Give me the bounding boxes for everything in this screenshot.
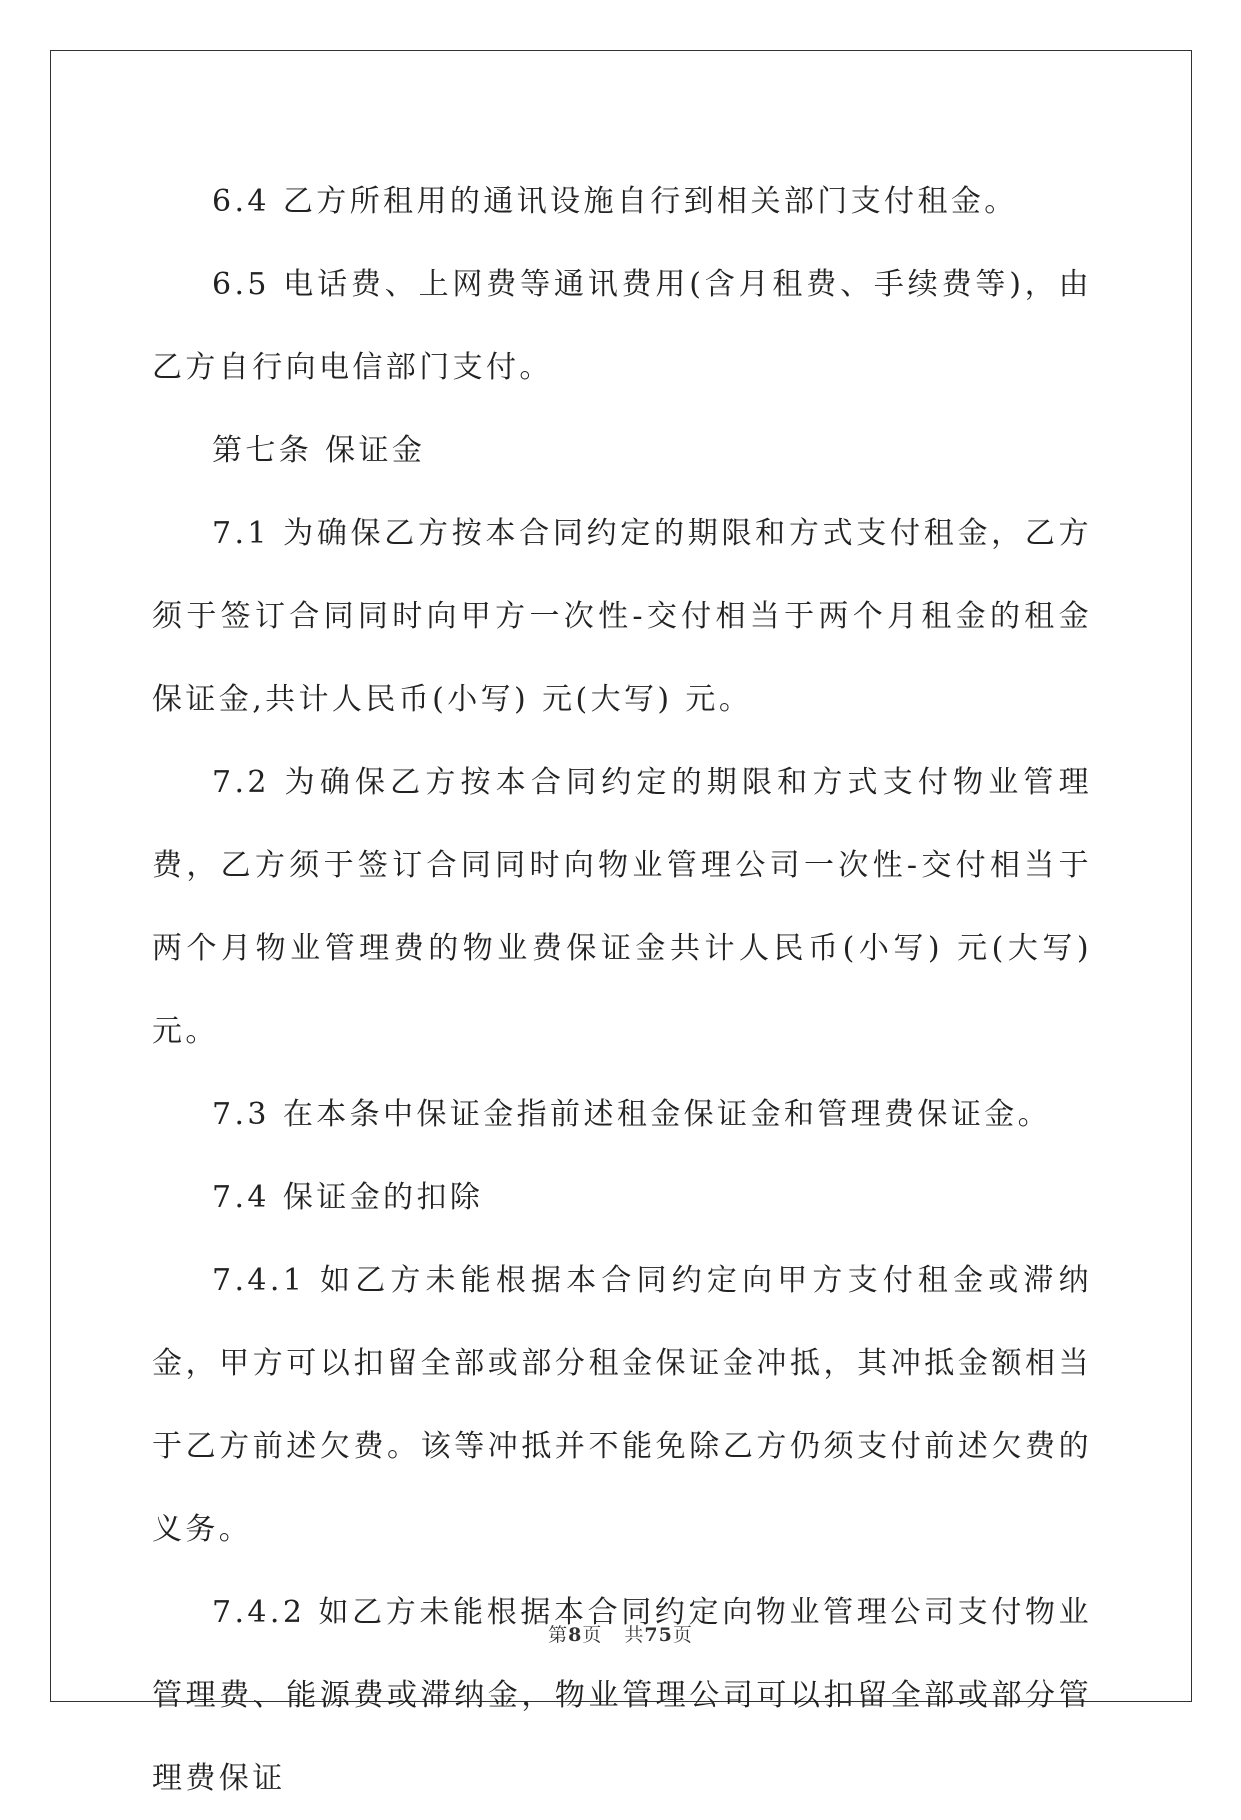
page-prefix: 第 — [548, 1624, 569, 1646]
paragraph-6-4: 6.4 乙方所租用的通讯设施自行到相关部门支付租金。 — [212, 184, 1018, 219]
paragraph-7-4-2: 7.4.2 如乙方未能根据本合同约定向物业管理公司支付物业管理费、能源费或滞纳金，物业管理公司可以扣留全部或部分管理费保证 — [152, 1595, 1092, 1796]
total-suffix: 页 — [672, 1624, 693, 1646]
paragraph-7-3: 7.3 在本条中保证金指前述租金保证金和管理费保证金。 — [212, 1097, 1052, 1132]
total-prefix: 共 — [624, 1624, 645, 1646]
paragraph-6-5: 6.5 电话费、上网费等通讯费用(含月租费、手续费等)，由乙方自行向电信部门支付。 — [152, 267, 1092, 385]
document-body — [152, 160, 1092, 1820]
page-number: 8 — [568, 1624, 583, 1646]
page-footer — [0, 1620, 1241, 1647]
paragraph-7-4: 7.4 保证金的扣除 — [212, 1180, 484, 1215]
page-suffix: 页 — [582, 1624, 603, 1646]
paragraph-7-1: 7.1 为确保乙方按本合同约定的期限和方式支付租金，乙方须于签订合同同时向甲方一次性-交付相当于两个月租金的租金保证金,共计人民币(小写) 元(大写) 元。 — [152, 516, 1092, 717]
section-heading-article-7: 第七条 保证金 — [212, 433, 426, 468]
total-pages: 75 — [644, 1624, 673, 1646]
paragraph-7-4-1: 7.4.1 如乙方未能根据本合同约定向甲方支付租金或滞纳金，甲方可以扣留全部或部分租金保证金冲抵，其冲抵金额相当于乙方前述欠费。该等冲抵并不能免除乙方仍须支付前述欠费的义务。 — [152, 1263, 1092, 1547]
paragraph-7-2: 7.2 为确保乙方按本合同约定的期限和方式支付物业管理费，乙方须于签订合同同时向物业管理公司一次性-交付相当于两个月物业管理费的物业费保证金共计人民币(小写) 元(大写) 元。 — [152, 765, 1092, 1049]
